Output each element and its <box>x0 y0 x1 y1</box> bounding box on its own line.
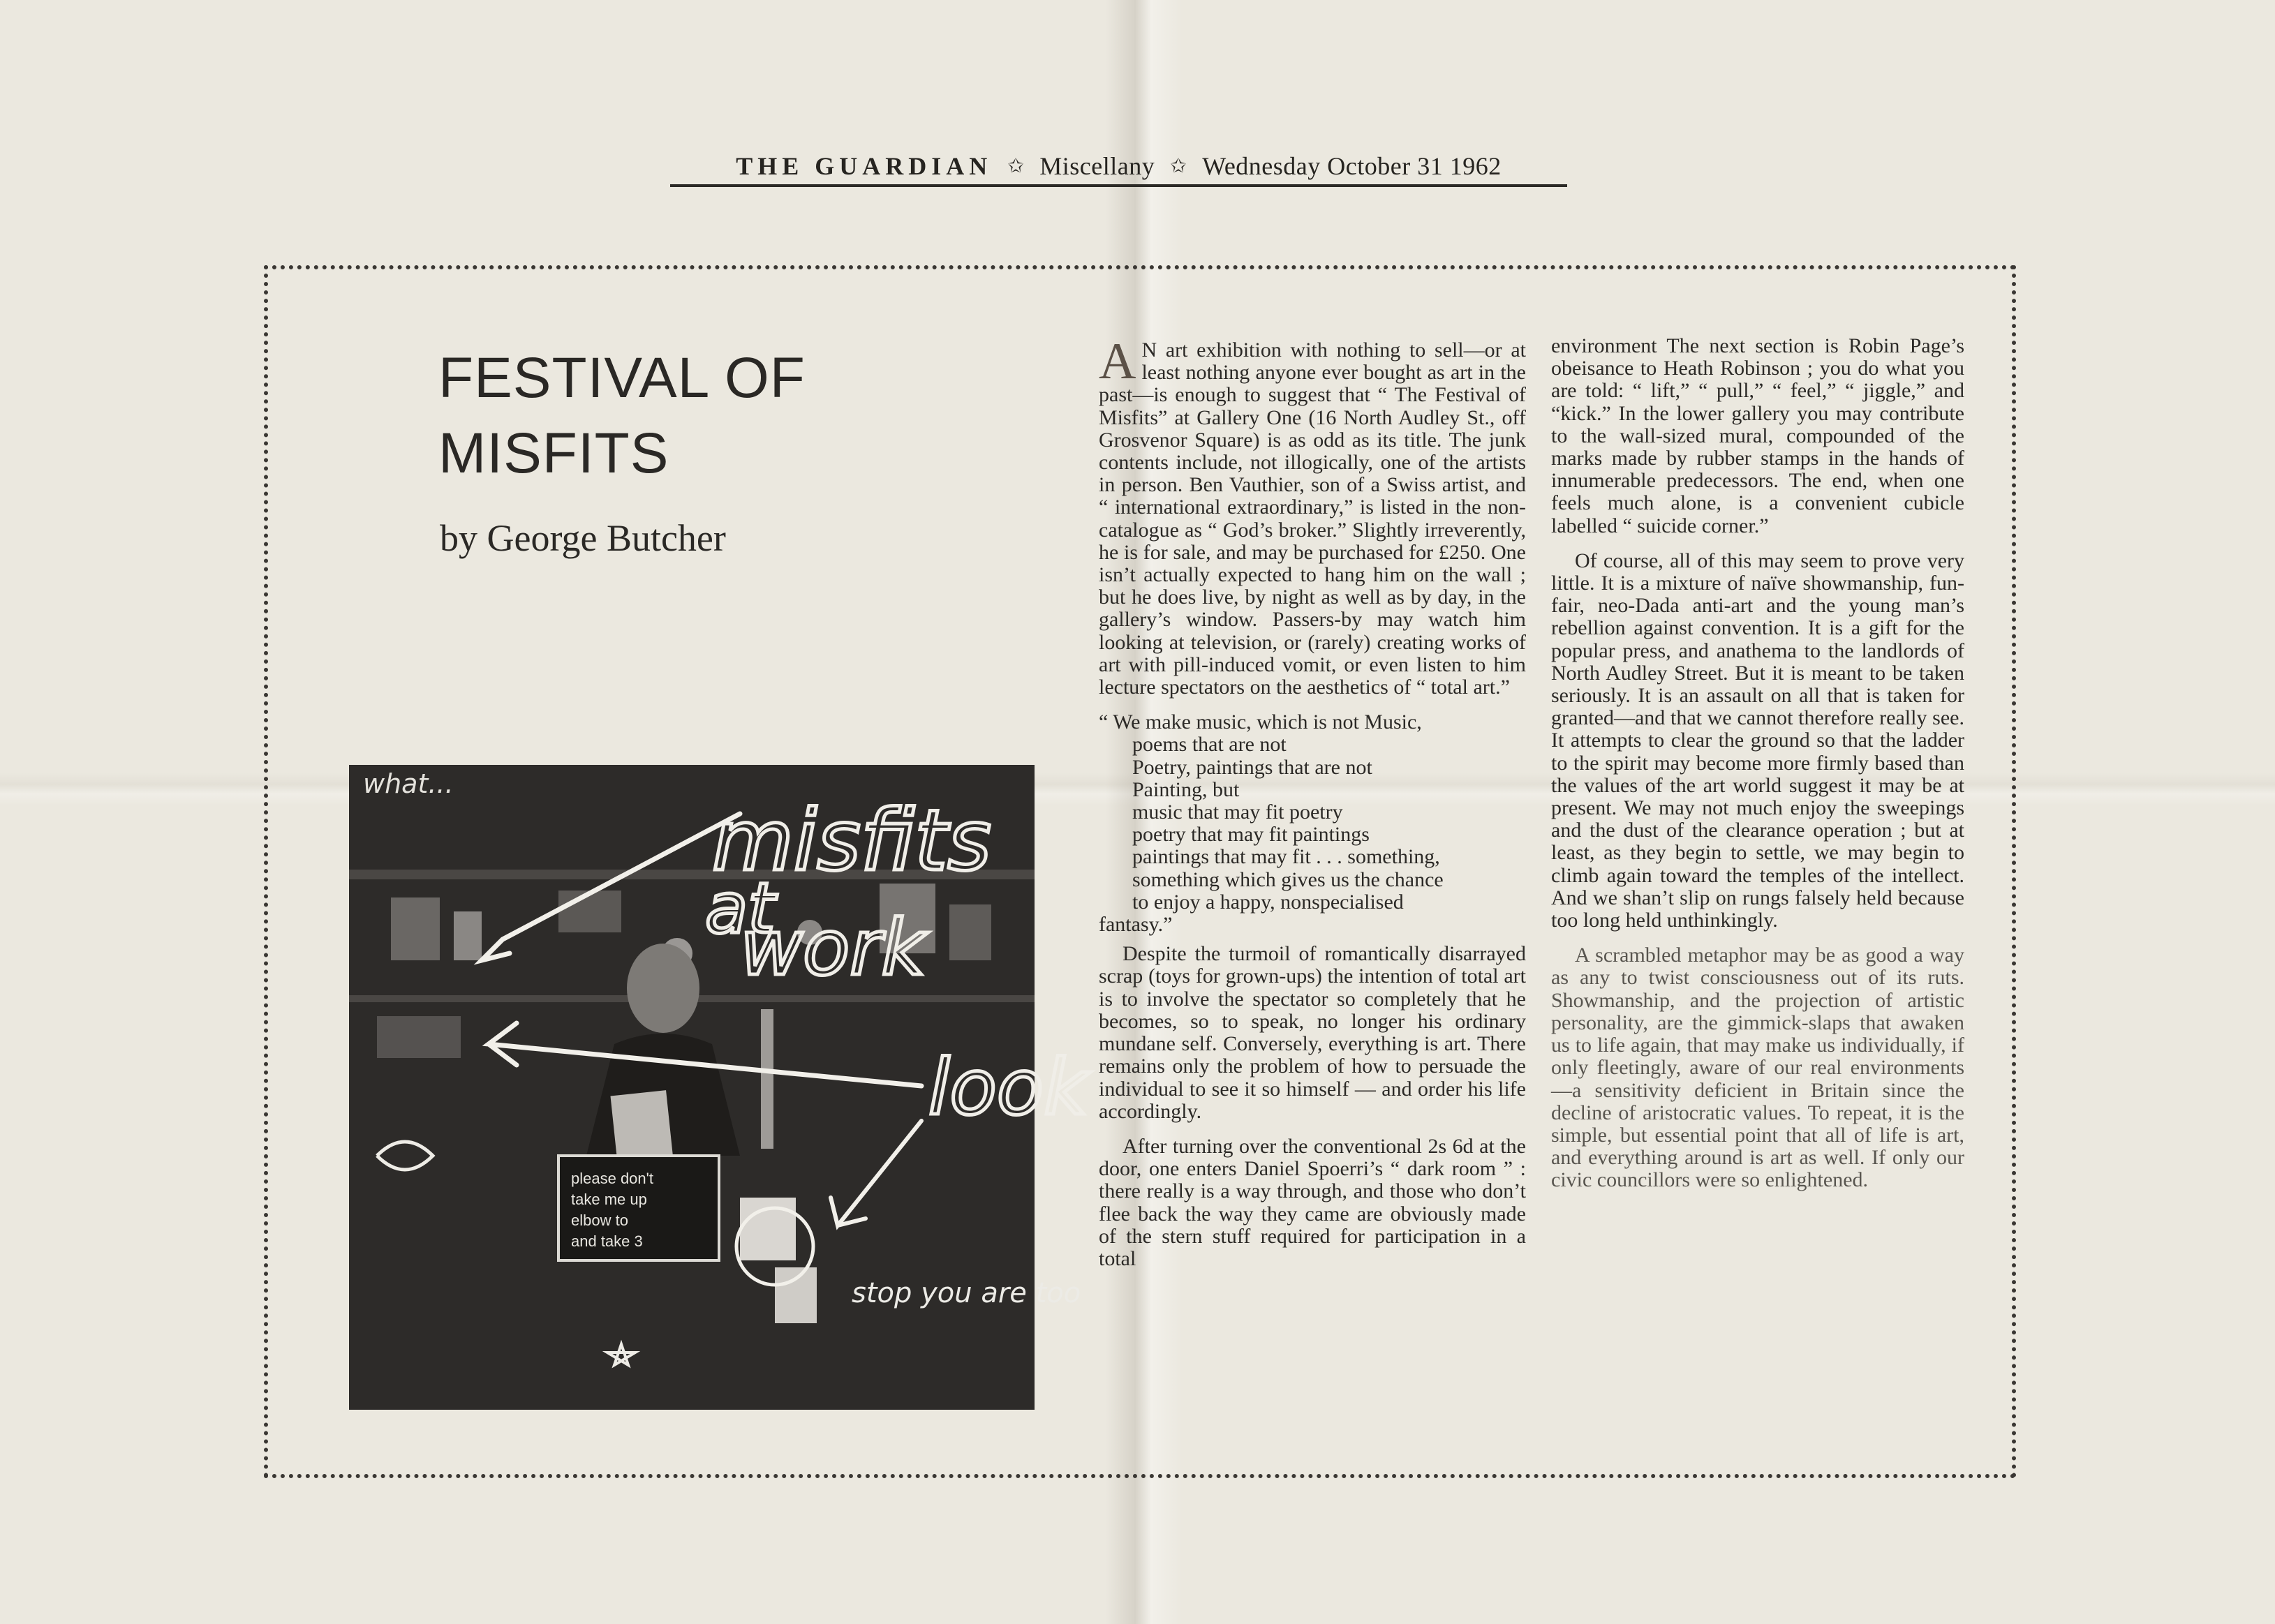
verse-line: paintings that may fit . . . something, <box>1132 845 1440 869</box>
article-photo <box>349 765 1088 1410</box>
col1-paragraph-2: Despite the turmoil of romantically disarrayed scrap (toys for grown-ups) the intention of total art is to involve the spectator so completely that he becomes, so to speak, no longer his ordinary mundane self. Conversely, everything is art. There remains only the problem of how to persuade the individual to see it so himself — and order his life accordingly. <box>1099 942 1526 1123</box>
verse-line: poems that are not <box>1132 733 1287 757</box>
article-byline: by George Butcher <box>440 517 726 559</box>
masthead <box>670 148 1567 187</box>
photo-writing-work: work <box>740 903 926 992</box>
col2-paragraph-3: A scrambled metaphor may be as good a way as any to twist consciousness out of its ruts. Showmanship, and the projection of artistic personality, are the gimmick-slaps that awaken us to life again, that may make us individually, if only fleetingly, aware of our real environments —a sensitivity deficient in Britain since the decline of aristocratic values. To repeat, it is the simple, but essential point that all of life is art, and everything around is art as well. If only our civic councillors were so enlightened. <box>1551 944 1964 1192</box>
masthead-date: Wednesday October 31 1962 <box>1202 152 1502 180</box>
masthead-paper-name: THE GUARDIAN <box>736 152 993 180</box>
masthead-section: Miscellany <box>1039 152 1155 180</box>
col1-paragraph-3: After turning over the conventional 2s 6d at the door, one enters Daniel Spoerri’s “ dark room ” : there really is a way through, and those who don’t flee back the way they came are obviously made of the stern stuff required for participation in a total <box>1099 1134 1526 1270</box>
verse-line: to enjoy a happy, nonspecialised <box>1132 890 1404 914</box>
col1-verse <box>1099 711 1526 936</box>
star-icon: ✩ <box>1007 156 1025 177</box>
article-column-1 <box>1099 333 1526 1283</box>
headline-line-1: FESTIVAL OF <box>438 346 806 410</box>
verse-line: something which gives us the chance <box>1132 867 1444 891</box>
photo-caption-top: what... <box>363 768 454 799</box>
star-icon: ✩ <box>1170 156 1187 177</box>
sign-text-2: take me up <box>571 1191 647 1208</box>
verse-line: fantasy.” <box>1099 913 1173 937</box>
verse-line: poetry that may fit paintings <box>1132 823 1370 847</box>
sign-text-4: and take 3 <box>571 1232 643 1250</box>
col1-paragraph-1-text: N art exhibition with nothing to sell—or at least nothing anyone ever bought as art in the past—is enough to suggest that “ The Festival of Misfits” at Gallery One (16 North Audley St., off Grosvenor Square) is as odd as its title. The junk contents include, not illogically, one of the artists in person. Ben Vauthier, son of a Swiss artist, and “ international extraordinary,” is listed in the non-catalogue as “ God’s broker.” Slightly irreverently, he is for sale, and may be purchased for £250. One isn’t actually expected to hang him on the wall ; but he does live, by night as well as by day, in the gallery’s window. Passers-by may watch him looking at television, or (rarely) creating works of art with pill-induced vomit, or even listen to him lecture spectators on the aesthetics of “ total art.” <box>1099 338 1526 699</box>
col2-paragraph-2: Of course, all of this may seem to prove very little. It is a mixture of naïve showmanship, fun-fair, neo-Dada anti-art and the young man’s rebellion against convention. It is a gift for the popular press, and anathema to the landlords of North Audley Street. But it is meant to be taken seriously. It is an assault on all that is taken for granted—and that we cannot therefore really see. It attempts to clear the ground so that the ladder to the spirit may become more firmly based than the values of the art world suggest it may be at present. We may not much enjoy the sweepings and the dust of the clearance operation ; but at least, as they begin to settle, we may begin to climb again toward the temples of the intellect. And we shan’t slip on rungs falsely held because too long held unthinkingly. <box>1551 549 1964 932</box>
dropcap-letter: A <box>1099 333 1136 390</box>
photo-writing-misfits: misfits <box>712 793 991 890</box>
sign-text-1: please don't <box>571 1170 653 1187</box>
col2-paragraph-1: environment The next section is Robin Page’s obeisance to Heath Robinson ; you do what you are told: “ lift,” “ pull,” “ feel,” “ jiggle,” and “kick.” In the lower gallery you may contribute to the wall-sized mural, compounded of the marks made by rubber stamps in the hands of innumerable predecessors. The end, when one feels much alone, is a convenient cubicle labelled “ suicide corner.” <box>1551 334 1964 537</box>
verse-line: “ We make music, which is not Music, <box>1099 710 1422 734</box>
photo-writing-at: at <box>705 867 776 949</box>
photo-illustration <box>349 765 1088 1410</box>
headline-line-2: MISFITS <box>438 422 669 485</box>
verse-line: Painting, but <box>1132 777 1240 801</box>
article-headline <box>438 341 941 491</box>
photo-writing-look: look <box>928 1043 1088 1132</box>
verse-line: music that may fit poetry <box>1132 800 1343 824</box>
verse-line: Poetry, paintings that are not <box>1132 755 1372 779</box>
article-column-2 <box>1551 335 1964 1205</box>
col1-paragraph-1 <box>1099 333 1526 699</box>
photo-caption-bottom: stop you are too <box>852 1277 1081 1309</box>
sign-text-3: elbow to <box>571 1212 628 1229</box>
